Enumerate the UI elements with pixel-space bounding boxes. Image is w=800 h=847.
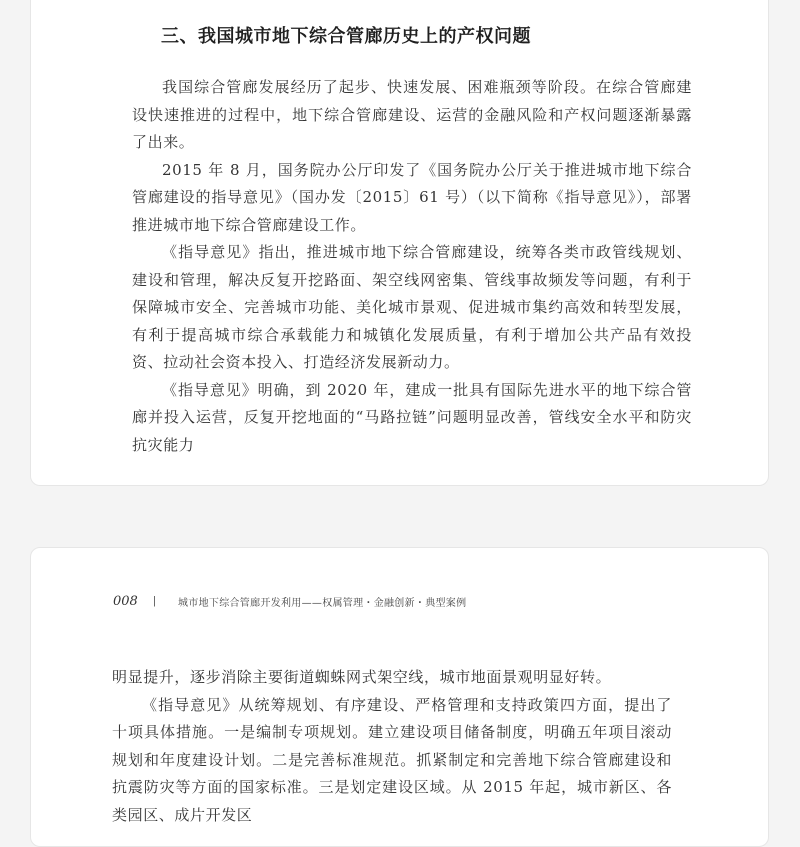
page-number: 008	[113, 593, 138, 609]
paragraph-continuation: 明显提升，逐步消除主要街道蜘蛛网式架空线，城市地面景观明显好转。	[112, 668, 612, 686]
paragraph: 我国综合管廊发展经历了起步、快速发展、困难瓶颈等阶段。在综合管廊建设快速推进的过程中，地下综合管廊建设、运营的金融风险和产权问题逐渐暴露了出来。	[132, 78, 692, 151]
paragraph: 2015 年 8 月，国务院办公厅印发了《国务院办公厅关于推进城市地下综合管廊建设的指导意见》（国办发〔2015〕61 号）（以下简称《指导意见》），部署推进城市地下综合管廊建设工作。	[132, 160, 692, 234]
header-separator: |	[153, 595, 156, 607]
page-body	[112, 664, 672, 829]
paragraph: 《指导意见》指出，推进城市地下综合管廊建设，统筹各类市政管线规划、建设和管理，解决反复开挖路面、架空线网密集、管线事故频发等问题，有利于保障城市安全、完善城市功能、美化城市景观、促进城市集约高效和转型发展，有利于提高城市综合承载能力和城镇化发展质量，有利于增加公共产品有效投资、拉动社会资本投入、打造经济发展新动力。	[132, 243, 692, 371]
page-008	[30, 547, 769, 847]
section-heading: 三、我国城市地下综合管廊历史上的产权问题	[161, 26, 531, 47]
paragraph: 《指导意见》从统筹规划、有序建设、严格管理和支持政策四方面，提出了十项具体措施。一是编制专项规划。建立建设项目储备制度，明确五年项目滚动规划和年度建设计划。二是完善标准规范。抓紧制定和完善地下综合管廊建设和抗震防灾等方面的国家标准。三是划定建设区域。从 2015 年起，城市新区、各类园区、成片开发区	[112, 695, 672, 824]
running-head	[113, 592, 466, 610]
page-body	[132, 24, 692, 459]
book-title: 城市地下综合管廊开发利用——权属管理・金融创新・典型案例	[178, 597, 467, 609]
paragraph: 《指导意见》明确，到 2020 年，建成一批具有国际先进水平的地下综合管廊并投入运营，反复开挖地面的“马路拉链”问题明显改善，管线安全水平和防灾抗灾能力	[132, 380, 692, 454]
page-007	[30, 0, 769, 486]
